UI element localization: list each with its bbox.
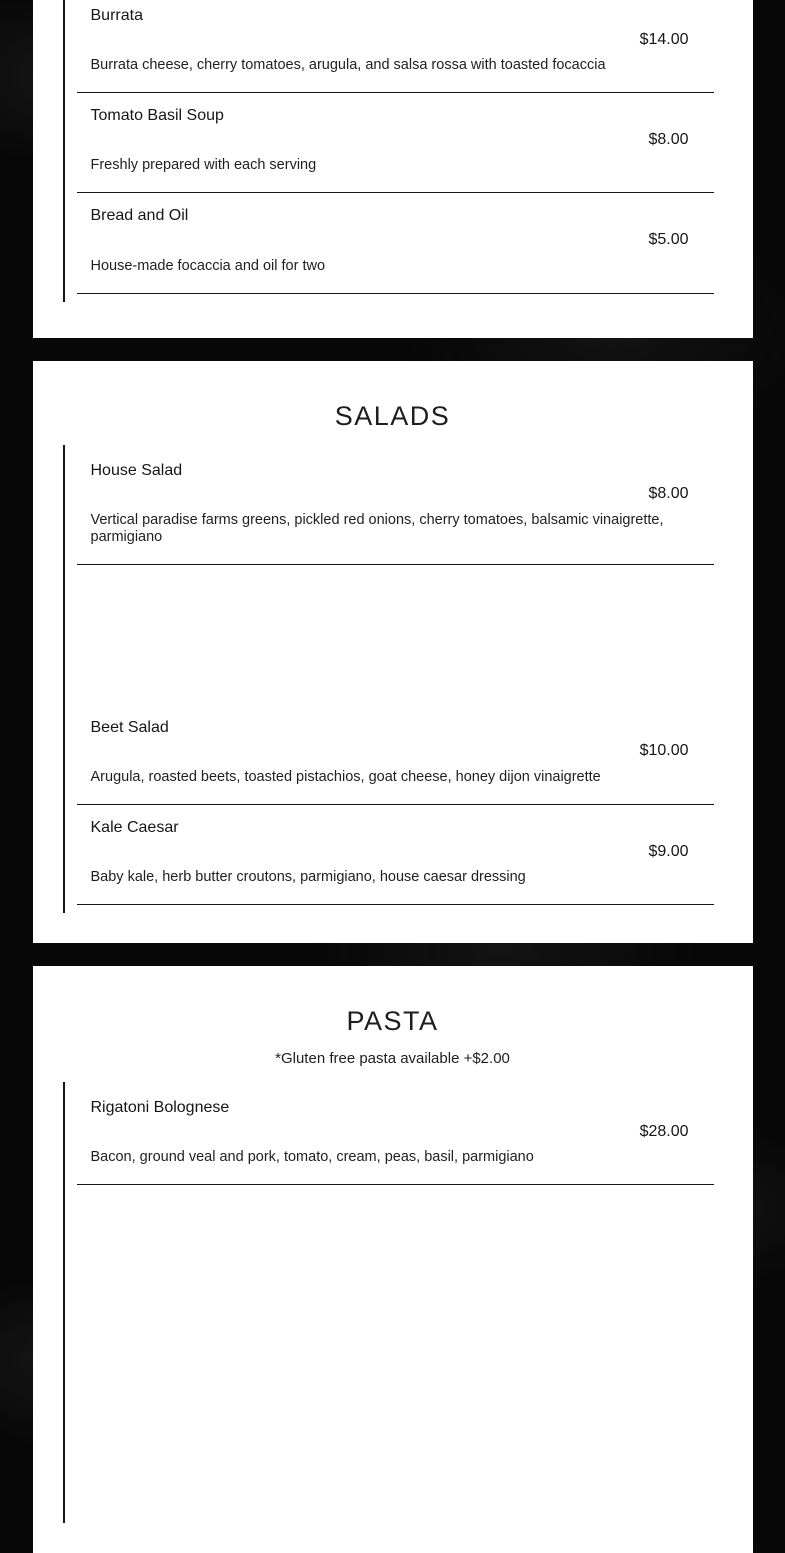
section-items xyxy=(63,1082,714,1523)
menu-item-image-placeholder xyxy=(65,565,714,705)
section-note: *Gluten free pasta available +$2.00 xyxy=(275,1050,510,1068)
menu-item xyxy=(77,805,714,905)
menu-item-name: Kale Caesar xyxy=(90,818,179,836)
menu-item-description: Freshly prepared with each serving xyxy=(90,157,317,174)
section-title: PASTA xyxy=(346,1006,439,1037)
menu-item-price: $28.00 xyxy=(639,1122,689,1140)
section-items xyxy=(63,0,714,302)
menu-item-price: $8.00 xyxy=(648,485,689,503)
menu-item xyxy=(77,705,714,805)
menu-item-price: $9.00 xyxy=(648,842,689,860)
menu-item-name: Bread and Oil xyxy=(90,207,189,225)
menu-item-price: $5.00 xyxy=(648,230,689,248)
menu-item xyxy=(77,0,714,93)
menu-item-price: $10.00 xyxy=(639,742,689,760)
menu-item-description: Baby kale, herb butter croutons, parmigiano, house caesar dressing xyxy=(90,869,526,886)
menu-item-name: Tomato Basil Soup xyxy=(90,107,224,125)
menu-item-name: Beet Salad xyxy=(90,718,169,736)
menu-item xyxy=(77,93,714,193)
section-items xyxy=(63,445,714,914)
menu-item-description: Arugula, roasted beets, toasted pistachios, goat cheese, honey dijon vinaigrette xyxy=(90,768,601,785)
menu-item xyxy=(77,193,714,293)
menu-item-price: $8.00 xyxy=(648,130,689,148)
menu-item-description: Vertical paradise farms greens, pickled red onions, cherry tomatoes, balsamic vinaigrette, parmigiano xyxy=(90,511,664,545)
menu-item xyxy=(77,1085,714,1185)
menu-item-name: Burrata xyxy=(90,7,143,24)
menu-section-card xyxy=(33,361,753,944)
menu-item-description: Bacon, ground veal and pork, tomato, cream, peas, basil, parmigiano xyxy=(90,1149,534,1166)
menu-section-card xyxy=(33,966,753,1553)
menu-item xyxy=(77,448,714,565)
menu-sections xyxy=(33,0,753,1553)
menu-section-card xyxy=(33,0,753,338)
menu-page xyxy=(33,0,753,1553)
menu-item-price: $14.00 xyxy=(639,30,689,48)
menu-item-description: House-made focaccia and oil for two xyxy=(90,257,326,274)
menu-item-name: House Salad xyxy=(90,461,183,479)
menu-item-name: Rigatoni Bolognese xyxy=(90,1099,230,1117)
menu-item-description: Burrata cheese, cherry tomatoes, arugula, and salsa rossa with toasted focaccia xyxy=(90,57,606,74)
menu-item-image-placeholder xyxy=(65,1185,714,1515)
section-title: SALADS xyxy=(334,400,451,431)
